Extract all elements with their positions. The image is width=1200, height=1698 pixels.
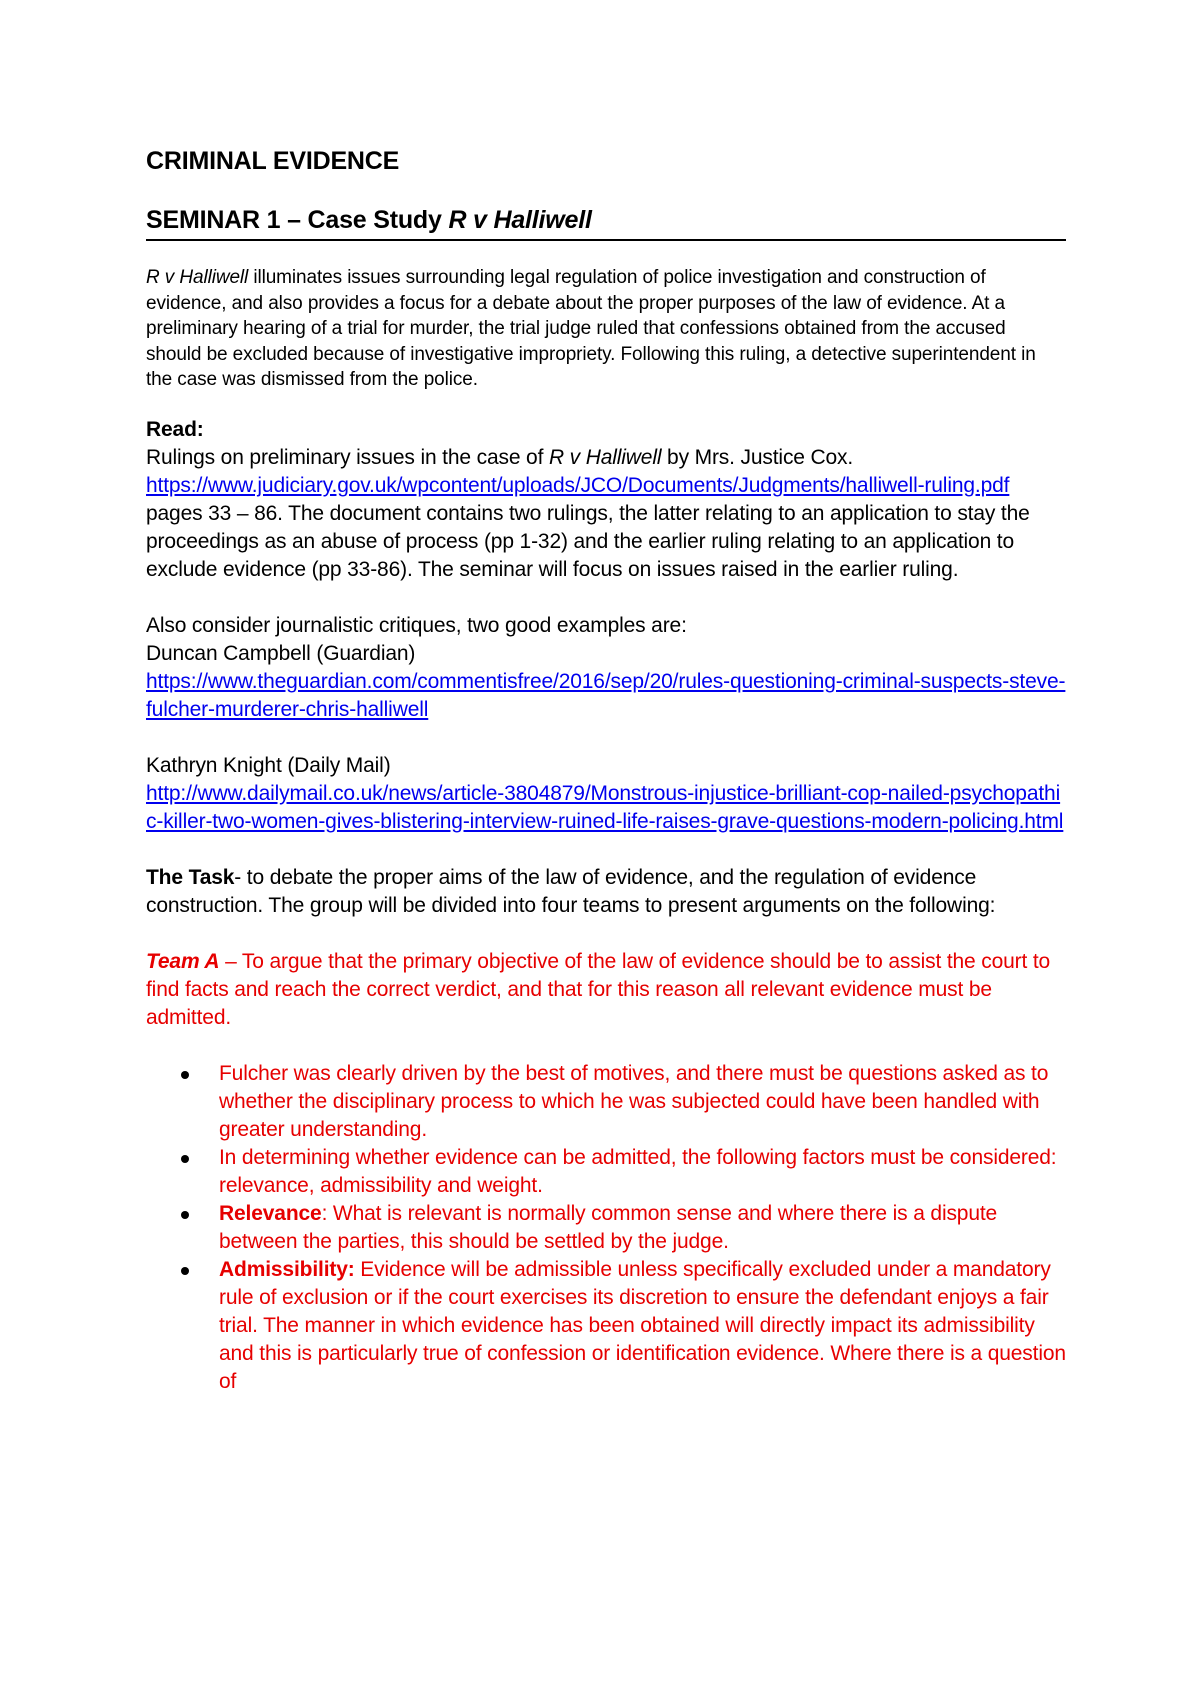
point-text: Fulcher was clearly driven by the best of motives, and there must be questions asked as to whether the disciplinary process to which he was subjected could have been handled with greater understanding.	[219, 1061, 1049, 1141]
read-line-case: R v Halliwell	[548, 445, 662, 469]
list-item	[219, 1200, 1066, 1256]
read-line-suffix: by Mrs. Justice Cox.	[661, 445, 854, 469]
list-item	[219, 1060, 1066, 1144]
document-title: CRIMINAL EVIDENCE	[146, 147, 400, 175]
point-bold: Relevance	[219, 1201, 322, 1225]
list-item	[219, 1144, 1066, 1200]
point-bold: Admissibility:	[219, 1257, 355, 1281]
dailymail-article-link[interactable]: http://www.dailymail.co.uk/news/article-3804879/Monstrous-injustice-brilliant-cop-nailed-psychopathic-killer-two-women-gives-blistering-interview-ruined-life-raises-grave-questions-modern-policing.html	[146, 781, 1064, 833]
bullet-icon	[181, 1211, 189, 1219]
critique-author-dailymail: Kathryn Knight (Daily Mail)	[146, 753, 391, 777]
critiques-section	[146, 612, 1066, 836]
intro-case-name: R v Halliwell	[146, 267, 249, 288]
intro-text: illuminates issues surrounding legal regulation of police investigation and construction of evidence, and also provides a focus for a debate about the proper purposes of the law of evidence. At a preliminary hearing of a trial for murder, the trial judge ruled that confessions obtained from the accused should be excluded because of investigative impropriety. Following this ruling, a detective superintendent in the case was dismissed from the police.	[146, 267, 1036, 390]
bullet-icon	[181, 1155, 189, 1163]
point-text: : What is relevant is normally common sense and where there is a dispute between the parties, this should be settled by the judge.	[219, 1201, 998, 1253]
judiciary-ruling-link[interactable]: https://www.judiciary.gov.uk/wpcontent/uploads/JCO/Documents/Judgments/halliwell-ruling.pdf	[146, 473, 1010, 497]
seminar-heading-prefix: SEMINAR 1 – Case Study	[146, 206, 449, 234]
team-a-paragraph	[146, 948, 1066, 1032]
bullet-icon	[181, 1071, 189, 1079]
critique-author-guardian: Duncan Campbell (Guardian)	[146, 641, 416, 665]
read-section	[146, 416, 1066, 584]
point-text: In determining whether evidence can be admitted, the following factors must be considered: relevance, admissibility and weight.	[219, 1145, 1057, 1197]
team-a-label: Team A	[146, 949, 220, 973]
task-label: The Task	[146, 865, 235, 889]
read-ruling-line	[146, 444, 1066, 472]
intro-paragraph	[146, 265, 1066, 393]
task-text: - to debate the proper aims of the law of evidence, and the regulation of evidence construction. The group will be divided into four teams to present arguments on the following:	[146, 865, 996, 917]
read-after-link: pages 33 – 86. The document contains two rulings, the latter relating to an application to stay the proceedings as an abuse of process (pp 1-32) and the earlier ruling relating to an application to exclude evidence (pp 33-86). The seminar will focus on issues raised in the earlier ruling.	[146, 501, 1030, 581]
bullet-icon	[181, 1267, 189, 1275]
document-content	[146, 140, 1066, 1396]
read-heading: Read:	[146, 417, 204, 441]
team-a-text: – To argue that the primary objective of the law of evidence should be to assist the court to find facts and reach the correct verdict, and that for this reason all relevant evidence must be admitted.	[146, 949, 1051, 1029]
seminar-heading	[146, 204, 1066, 241]
read-line-prefix: Rulings on preliminary issues in the case of	[146, 445, 549, 469]
read-link-paragraph	[146, 472, 1066, 584]
point-text: Evidence will be admissible unless specifically excluded under a mandatory rule of exclusion or if the court exercises its discretion to ensure the defendant enjoys a fair trial. The manner in which evidence has been obtained will directly impact its admissibility and this is particularly true of confession or identification evidence. Where there is a question of	[219, 1257, 1066, 1393]
team-a-points-list	[146, 1060, 1066, 1396]
critiques-intro: Also consider journalistic critiques, two good examples are:	[146, 613, 687, 637]
task-paragraph	[146, 864, 1066, 920]
list-item	[219, 1256, 1066, 1396]
seminar-heading-case: R v Halliwell	[448, 206, 592, 234]
guardian-article-link[interactable]: https://www.theguardian.com/commentisfree/2016/sep/20/rules-questioning-criminal-suspects-steve-fulcher-murderer-chris-halliwell	[146, 669, 1066, 721]
